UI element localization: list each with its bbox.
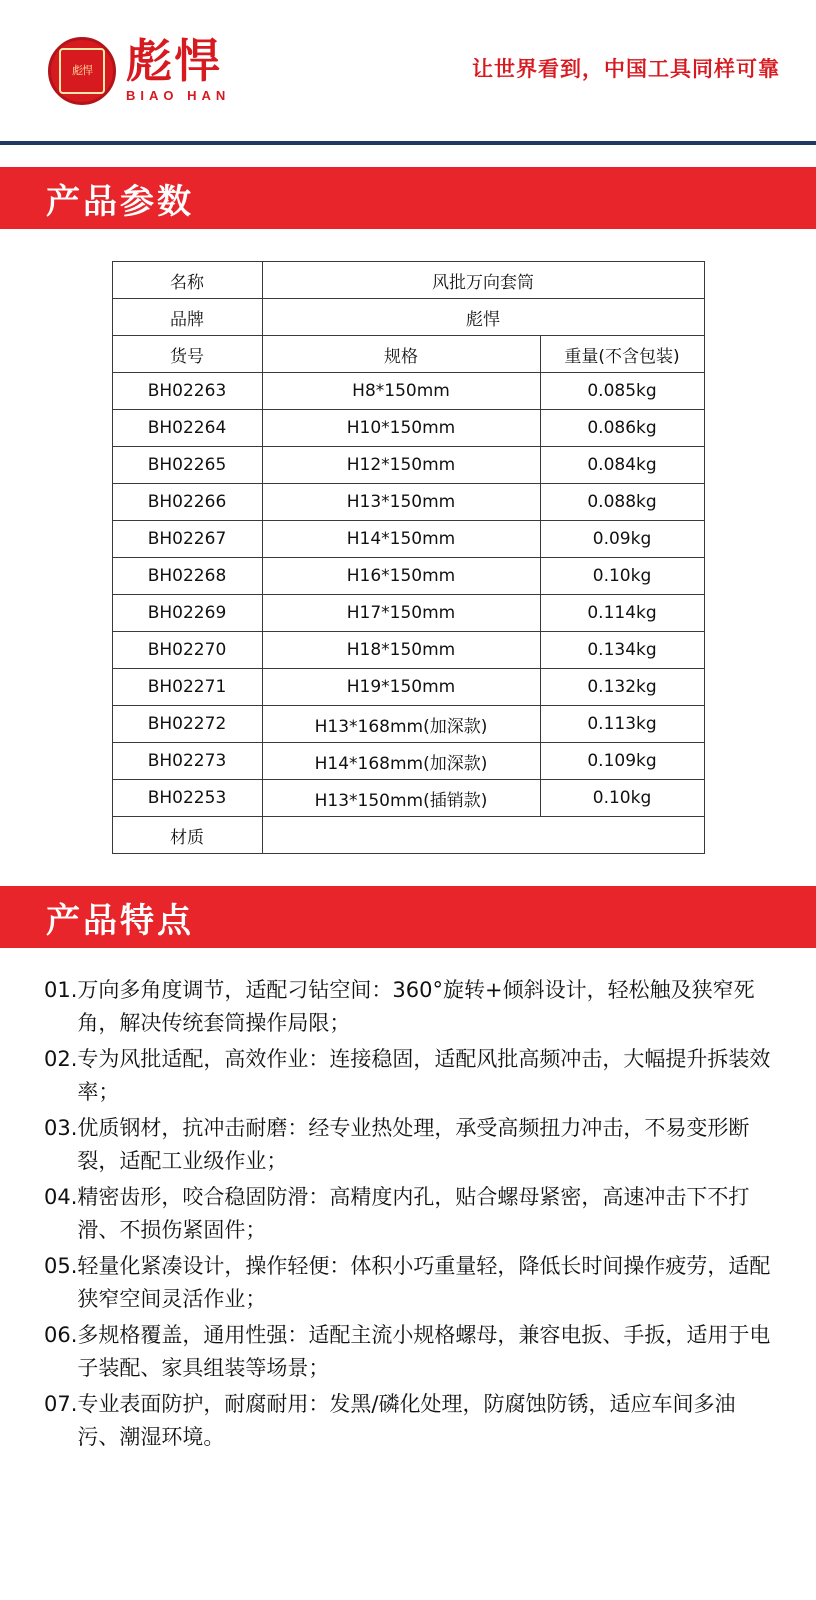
cell-weight: 0.132kg — [540, 669, 704, 706]
table-row — [112, 632, 704, 669]
section-title-features: 产品特点 — [46, 900, 194, 941]
table-row — [112, 262, 704, 299]
cell-code: BH02268 — [112, 558, 262, 595]
cell-code: BH02263 — [112, 373, 262, 410]
cell-code: BH02270 — [112, 632, 262, 669]
table-row — [112, 780, 704, 817]
feature-number: 07. — [44, 1392, 78, 1416]
table-row — [112, 373, 704, 410]
list-item — [44, 1250, 776, 1316]
table-row — [112, 299, 704, 336]
horse-seal-logo-icon — [48, 37, 116, 105]
list-item — [44, 1388, 776, 1454]
table-row — [112, 484, 704, 521]
feature-number: 05. — [44, 1254, 78, 1278]
section-bar-params — [0, 167, 816, 229]
list-item — [44, 1043, 776, 1109]
cell-code: BH02267 — [112, 521, 262, 558]
cell-spec: H13*150mm(插销款) — [262, 780, 540, 817]
table-header-row — [112, 336, 704, 373]
table-row — [112, 447, 704, 484]
cell-weight: 0.114kg — [540, 595, 704, 632]
feature-number: 02. — [44, 1047, 78, 1071]
table-row — [112, 410, 704, 447]
row-value-material — [262, 817, 704, 854]
cell-spec: H12*150mm — [262, 447, 540, 484]
feature-number: 01. — [44, 978, 78, 1002]
table-row — [112, 706, 704, 743]
brand-name-en: BIAO HAN — [126, 88, 231, 103]
feature-text: 优质钢材，抗冲击耐磨：经专业热处理，承受高频扭力冲击，不易变形断裂，适配工业级作业； — [77, 1116, 750, 1173]
col-header-spec: 规格 — [262, 336, 540, 373]
spacer-above-features-bar — [0, 854, 816, 886]
col-header-weight: 重量(不含包装) — [540, 336, 704, 373]
spec-table — [112, 261, 705, 854]
cell-spec: H8*150mm — [262, 373, 540, 410]
row-value-brand: 彪悍 — [262, 299, 704, 336]
spacer-above-params-bar — [0, 145, 816, 167]
table-row — [112, 521, 704, 558]
cell-code: BH02266 — [112, 484, 262, 521]
feature-text: 轻量化紧凑设计，操作轻便：体积小巧重量轻，降低长时间操作疲劳，适配狭窄空间灵活作业； — [77, 1254, 771, 1311]
list-item — [44, 1319, 776, 1385]
cell-spec: H10*150mm — [262, 410, 540, 447]
cell-weight: 0.086kg — [540, 410, 704, 447]
list-item — [44, 1181, 776, 1247]
cell-code: BH02272 — [112, 706, 262, 743]
col-header-code: 货号 — [112, 336, 262, 373]
cell-weight: 0.088kg — [540, 484, 704, 521]
list-item — [44, 1112, 776, 1178]
table-row — [112, 595, 704, 632]
spec-table-wrap — [0, 229, 816, 854]
cell-weight: 0.085kg — [540, 373, 704, 410]
cell-code: BH02265 — [112, 447, 262, 484]
cell-code: BH02271 — [112, 669, 262, 706]
row-value-name: 风批万向套筒 — [262, 262, 704, 299]
feature-text: 万向多角度调节，适配刁钻空间：360°旋转+倾斜设计，轻松触及狭窄死角，解决传统套筒操作局限； — [77, 978, 755, 1035]
table-row — [112, 558, 704, 595]
table-row — [112, 743, 704, 780]
header-tagline: 让世界看到，中国工具同样可靠 — [472, 56, 780, 81]
cell-weight: 0.134kg — [540, 632, 704, 669]
cell-weight: 0.10kg — [540, 780, 704, 817]
cell-spec: H16*150mm — [262, 558, 540, 595]
cell-code: BH02264 — [112, 410, 262, 447]
cell-code: BH02269 — [112, 595, 262, 632]
brand-text — [126, 34, 231, 103]
feature-text: 专业表面防护，耐腐耐用：发黑/磷化处理，防腐蚀防锈，适应车间多油污、潮湿环境。 — [77, 1392, 736, 1449]
cell-weight: 0.09kg — [540, 521, 704, 558]
logo-inner-seal: 彪悍 — [59, 48, 105, 94]
cell-weight: 0.113kg — [540, 706, 704, 743]
table-footer-row — [112, 817, 704, 854]
feature-text: 精密齿形，咬合稳固防滑：高精度内孔，贴合螺母紧密，高速冲击下不打滑、不损伤紧固件； — [77, 1185, 750, 1242]
page-header — [0, 0, 816, 145]
feature-number: 06. — [44, 1323, 78, 1347]
feature-text: 专为风批适配，高效作业：连接稳固，适配风批高频冲击，大幅提升拆装效率； — [77, 1047, 771, 1104]
cell-spec: H13*150mm — [262, 484, 540, 521]
cell-code: BH02253 — [112, 780, 262, 817]
features-list — [0, 948, 816, 1454]
feature-number: 04. — [44, 1185, 78, 1209]
feature-number: 03. — [44, 1116, 78, 1140]
cell-spec: H14*150mm — [262, 521, 540, 558]
brand-name-cn: 彪悍 — [126, 34, 222, 88]
row-label-name: 名称 — [112, 262, 262, 299]
list-item — [44, 974, 776, 1040]
cell-spec: H18*150mm — [262, 632, 540, 669]
row-label-material: 材质 — [112, 817, 262, 854]
feature-text: 多规格覆盖，通用性强：适配主流小规格螺母，兼容电扳、手扳，适用于电子装配、家具组装等场景； — [77, 1323, 771, 1380]
cell-weight: 0.109kg — [540, 743, 704, 780]
row-label-brand: 品牌 — [112, 299, 262, 336]
cell-spec: H19*150mm — [262, 669, 540, 706]
cell-spec: H13*168mm(加深款) — [262, 706, 540, 743]
cell-spec: H14*168mm(加深款) — [262, 743, 540, 780]
section-bar-features — [0, 886, 816, 948]
cell-code: BH02273 — [112, 743, 262, 780]
cell-weight: 0.10kg — [540, 558, 704, 595]
cell-spec: H17*150mm — [262, 595, 540, 632]
section-title-params: 产品参数 — [46, 181, 194, 222]
cell-weight: 0.084kg — [540, 447, 704, 484]
table-row — [112, 669, 704, 706]
brand-lockup — [48, 34, 231, 105]
